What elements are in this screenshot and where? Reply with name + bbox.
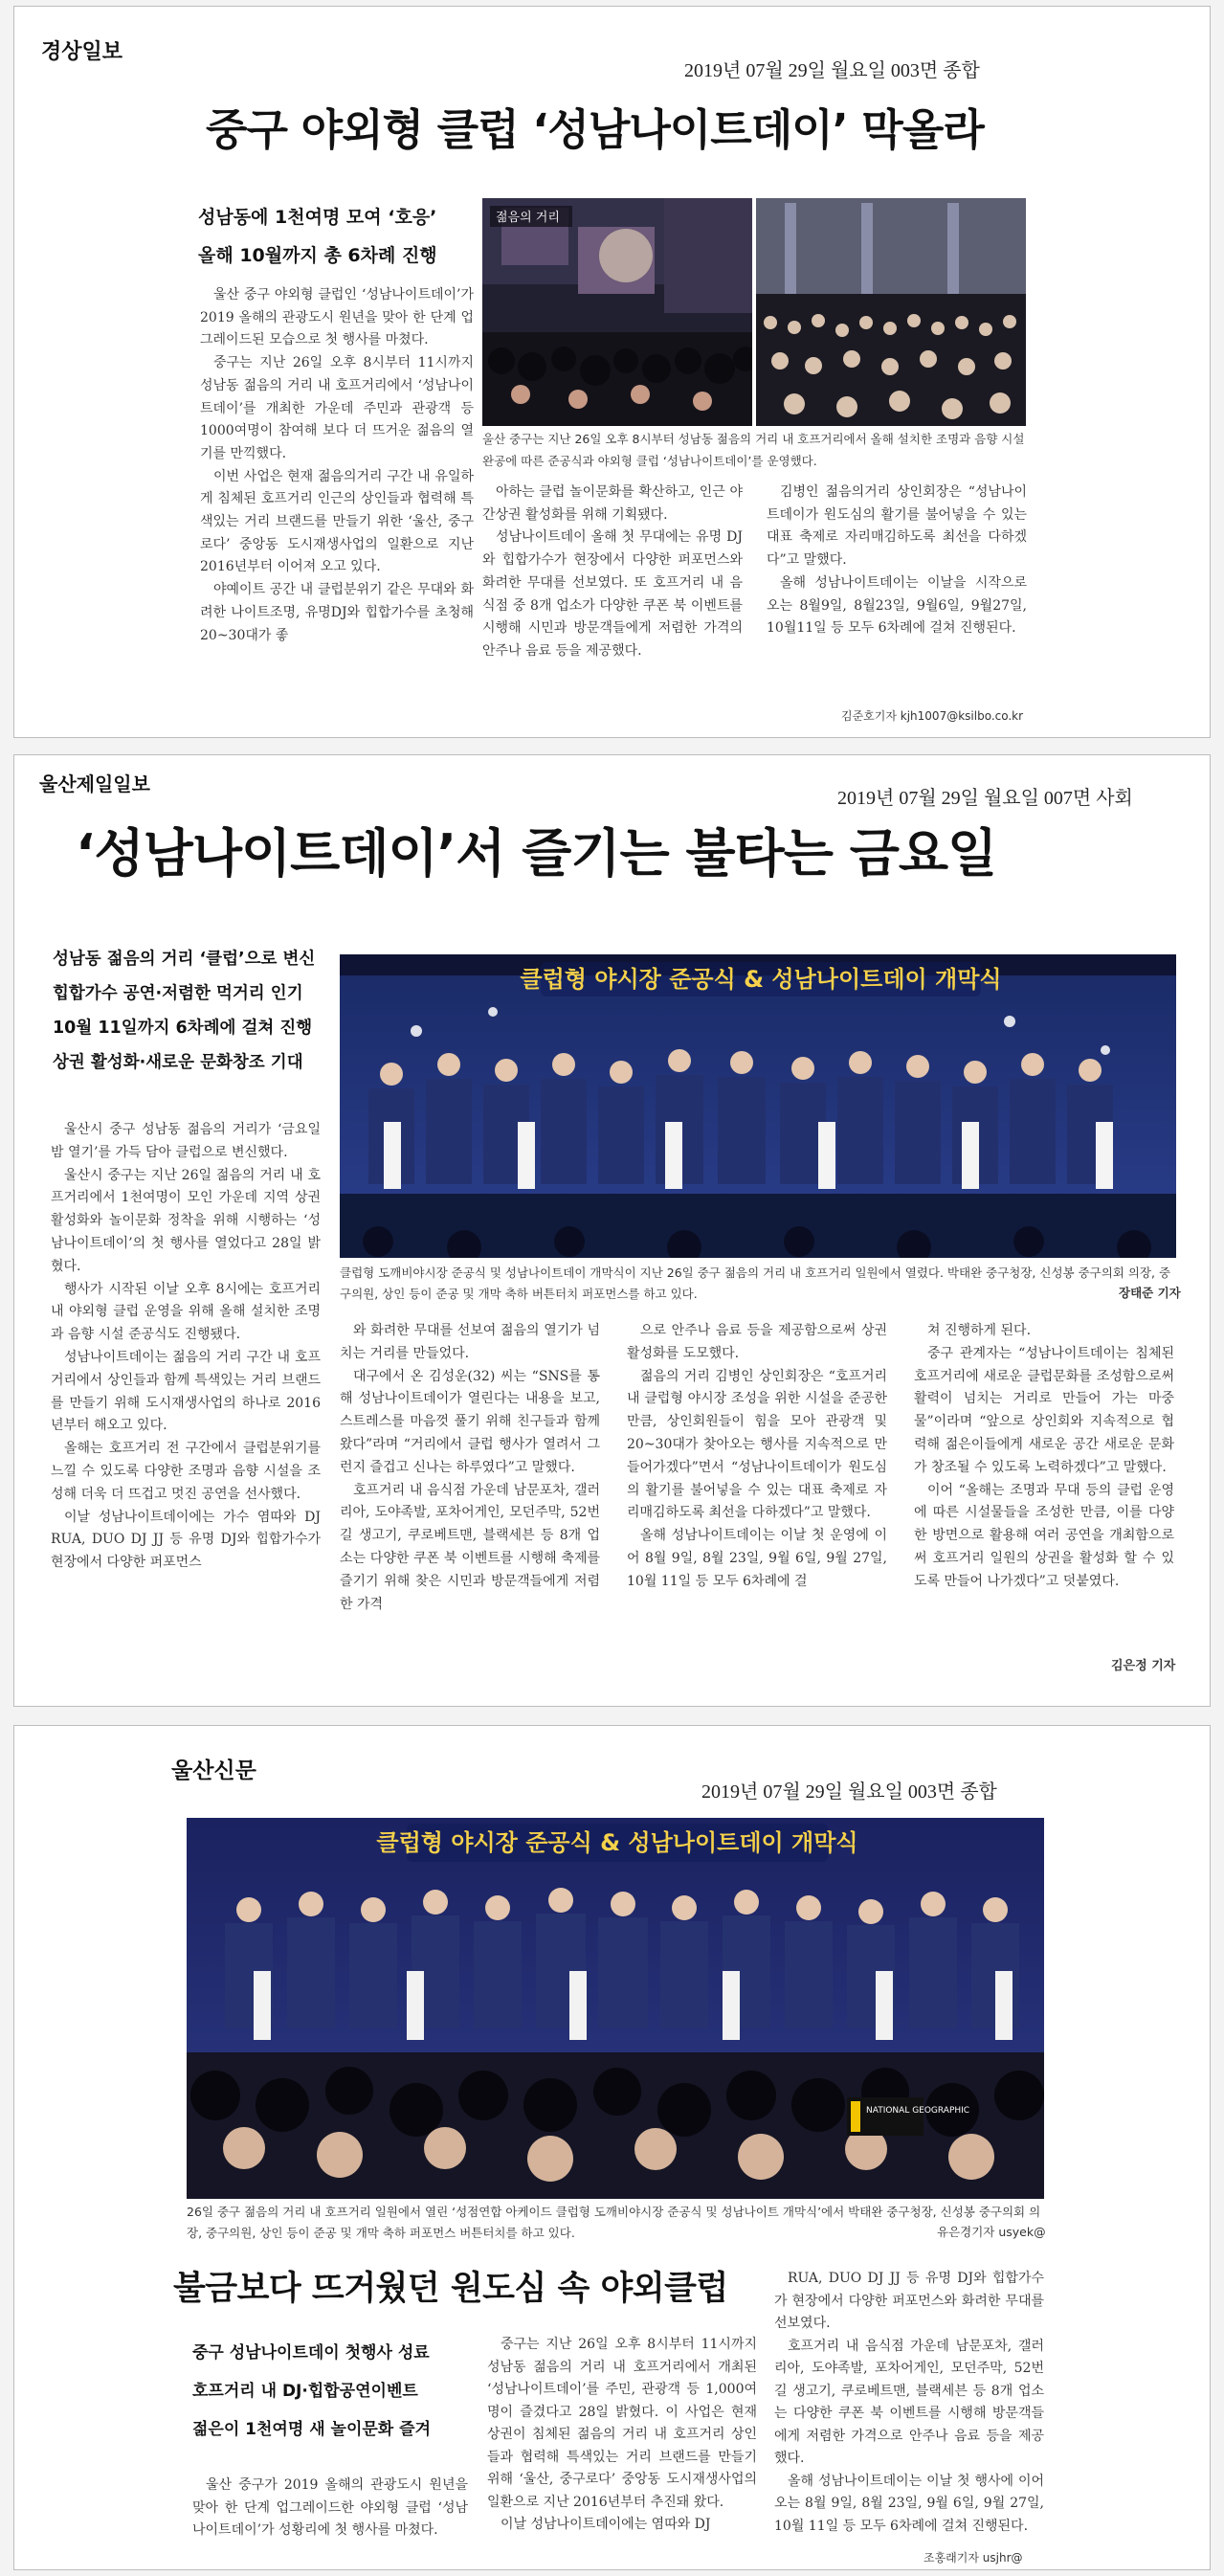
byline: 김준호기자 kjh1007@ksilbo.co.kr [841,709,1024,723]
paragraph: 쳐 진행하게 된다. [927,1323,1032,1338]
paragraph: 올해는 호프거리 전 구간에서 클럽분위기를 느낄 수 있도록 다양한 조명과 음향 시설을 조성해 더욱 더 뜨겁고 멋진 공연을 선사했다. [51,1441,321,1502]
paragraph: 울산시 중구 성남동 젊음의 거리가 ‘금요일밤 열기’를 가득 담아 클럽으로 변신했다. [51,1122,321,1160]
byline: 김은정 기자 [1111,1659,1176,1673]
dateline: 2019년 07월 29일 월요일 007면 사회 [837,788,1133,809]
paragraph: 대구에서 온 김성운(32) 씨는 “SNS를 통해 성남나이트데이가 열린다는 내용을 보고, 스트레스를 마음껏 풀기 위해 친구들과 함께 왔다”라며 “거리에서 클럽 행사가 열려서 그런지 즐겁고 신나는 하루였다”고 말했다. [340,1368,600,1475]
article-column [340,1320,600,1636]
paragraph: 와 화려한 무대를 선보여 젊음의 열기가 넘치는 거리를 만들었다. [340,1323,600,1361]
clipping-ulsan-sinmun [13,1725,1211,2570]
photo-caption: 울산 중구는 지난 26일 오후 8시부터 성남동 젊음의 거리 내 호프거리에서 올해 설치한 조명과 음향 시설 완공에 따른 준공식과 야외형 클럽 ‘성남나이트데이’를 운영했다. [482,432,1025,468]
paragraph: 중구 관계자는 “성남나이트데이는 침체된 호프거리에 새로운 클럽문화를 조성함으로써 활력이 넘치는 거리로 만들어 가는 마중물”이라며 “앞으로 상인회와 지속적으로 협력해 젊은이들에게 새로운 공간 새로운 문화가 창조될 수 있도록 노력하겠다”고 말했다. [914,1345,1174,1475]
paragraph: 젊음의 거리 김병인 상인회장은 “호프거리 내 클럽형 야시장 조성을 위한 시설을 준공한 만큼, 상인회원들이 힘을 모아 관광객 및 20~30대가 찾아오는 행사를 지속적으로 만들어가겠다”면서 “성남나이트데이가 원도심의 활기를 불어넣을 수 있는 대표 축제로 자리매김하도록 최선을 다하겠다”고 말했다. [627,1368,887,1521]
banner-text: 클럽형 야시장 준공식 & 성남나이트데이 개막식 [520,966,1002,993]
dateline: 2019년 07월 29일 월요일 003면 종합 [684,60,980,81]
paragraph: 이날 성남나이트데이에는 가수 염따와 DJ RUA, DUO DJ JJ 등 유명 DJ와 힙합가수가 현장에서 다양한 퍼포먼스 [51,1509,321,1571]
paragraph: 올해 성남나이트데이는 이날 첫 운영에 이어 8월 9일, 8월 23일, 9월 6일, 9월 27일, 10월 11일 등 모두 6차례에 걸 [627,1528,887,1589]
headline: 불금보다 뜨거웠던 원도심 속 야외클럽 [173,2270,728,2308]
paragraph: 행사가 시작된 이날 오후 8시에는 호프거리 내 야외형 클럽 운영을 위해 올해 설치한 조명과 음향 시설 준공식도 진행됐다. [51,1281,321,1343]
photo-credit: 유은경기자 usyek@ [937,2225,1046,2239]
article-column [200,284,474,729]
article-column [627,1320,887,1636]
newspaper-name: 경상일보 [41,40,123,64]
article-column [767,482,1027,690]
paragraph: 이번 사업은 현재 젊음의거리 구간 내 유일하게 침체된 호프거리 인근의 상인들과 협력해 특색있는 거리 브랜드를 만들기 위한 ‘울산, 중구로다’ 중앙동 도시재생사업의 일환으로 지난 2016년부터 이어져 오고 있다. [200,468,474,575]
paragraph: 호프거리 내 음식점 가운데 남문포차, 갤러리아, 도야족발, 포차어게인, 모던주막, 52번길 생고기, 쿠로베트맨, 블랙세븐 등 8개 업소는 다양한 쿠폰 북 이벤트를 시행해 축제를 즐기기 위해 찾은 시민과 방문객들에게 저렴한 가격 [340,1482,600,1612]
subheadline: 힙합가수 공연·저렴한 먹거리 인기 [53,984,303,1003]
paragraph: 으로 안주나 음료 등을 제공함으로써 상권 활성화를 도모했다. [627,1323,887,1361]
article-column [482,482,743,735]
photo-caption: 26일 중구 젊음의 거리 내 호프거리 일원에서 열린 ‘성점연합 아케이드 클럽형 도깨비야시장 준공식 및 성남나이트 개막식’에서 박태완 중구청장, 신성봉 중구의회 의장, 중구의원, 상인 등이 준공 및 개막 축하 퍼포먼스 버튼터치를 하고 있다. [187,2205,1041,2240]
crowd-photo-left [482,198,752,426]
photo-tag-text: NATIONAL GEOGRAPHIC [866,2106,970,2116]
paragraph: 올해 성남나이트데이는 이날 첫 행사에 이어 오는 8월 9일, 8월 23일, 9월 6일, 9월 27일, 10월 11일 등 모두 6차례에 걸쳐 진행된다. [774,2473,1044,2534]
subheadline: 젊은이 1천여명 새 놀이문화 즐겨 [192,2420,431,2439]
paragraph: 성남나이트데이 올해 첫 무대에는 유명 DJ와 힙합가수가 현장에서 다양한 퍼포먼스와 화려한 무대를 선보였다. 또 호프거리 내 음식점 중 8개 업소가 다양한 쿠폰 북 이벤트를 시행해 시민과 방문객들에게 저렴한 가격의 안주나 음료 등을 제공했다. [482,529,743,659]
newspaper-name: 울산신문 [171,1758,256,1783]
photo-credit: 장태준 기자 [1119,1286,1181,1300]
article-column [487,2334,757,2567]
subheadline: 호프거리 내 DJ·힙합공연이벤트 [192,2382,418,2401]
paragraph: 올해 성남나이트데이는 이날을 시작으로 오는 8월9일, 8월23일, 9월6일, 9월27일, 10월11일 등 모두 6차례에 걸쳐 진행된다. [767,574,1027,637]
byline: 조홍래기자 usjhr@ [924,2551,1023,2565]
subheadline: 성남동에 1천여명 모여 ‘호응’ [198,207,437,228]
article-column [51,1119,321,1636]
newspaper-name: 울산제일일보 [39,773,150,795]
clipping-ulsan-jeil-ilbo [13,754,1211,1707]
paragraph: 울산 중구 야외형 클럽인 ‘성남나이트데이’가 2019 올해의 관광도시 원년을 맞아 한 단계 업그레이드된 모습으로 첫 행사를 마쳤다. [200,287,474,348]
clipping-gyeongsang-ilbo [13,6,1211,738]
subheadline: 10월 11일까지 6차례에 걸쳐 진행 [53,1019,313,1038]
banner-text: 클럽형 야시장 준공식 & 성남나이트데이 개막식 [376,1829,858,1856]
subheadline: 성남동 젊음의 거리 ‘클럽’으로 변신 [53,950,316,969]
paragraph: 야예이트 공간 내 클럽분위기 같은 무대와 화려한 나이트조명, 유명DJ와 힙합가수를 초청해 20~30대가 좋 [200,582,474,643]
subheadline: 중구 성남나이트데이 첫행사 성료 [192,2343,430,2363]
article-column [192,2475,468,2566]
subheadline: 상권 활성화·새로운 문화창조 기대 [53,1053,303,1072]
subheadline: 올해 10월까지 총 6차례 진행 [198,245,437,266]
paragraph: 울산시 중구는 지난 26일 젊음의 거리 내 호프거리에서 1천여명이 모인 가운데 지역 상권 활성화와 놀이문화 정착을 위해 시행하는 ‘성남나이트데이’의 첫 행사를 열었다고 28일 밝혔다. [51,1167,321,1274]
ceremony-photo [340,954,1176,1258]
paragraph: 울산 중구가 2019 올해의 관광도시 원년을 맞아 한 단계 업그레이드한 야외형 클럽 ‘성남나이트데이’가 성황리에 첫 행사를 마쳤다. [192,2477,468,2538]
article-column [914,1320,1174,1636]
photo-caption: 클럽형 도깨비야시장 준공식 및 성남나이트데이 개막식이 지난 26일 중구 젊음의 거리 내 호프거리 일원에서 열렸다. 박태완 중구청장, 신성봉 중구의회 의장, 중구의원, 상인 등이 준공 및 개막 축하 버튼터치 퍼포먼스를 하고 있다. [340,1266,1171,1301]
headline: 중구 야외형 클럽 ‘성남나이트데이’ 막올라 [206,104,984,155]
subheadline-list [192,2334,431,2449]
crowd-photo-right [756,198,1026,426]
photo-sign-text: 젊음의 거리 [496,211,560,225]
paragraph: 호프거리 내 음식점 가운데 남문포차, 갤러리아, 도야족발, 포차어게인, 모던주막, 52번길 생고기, 쿠로베트맨, 블랙세븐 등 8개 업소는 다양한 쿠폰 북 이벤트를 시행해 방문객들에게 저렴한 가격으로 안주나 음료 등을 제공했다. [774,2338,1044,2466]
paragraph: 아하는 클럽 놀이문화를 확산하고, 인근 야간상권 활성화를 위해 기획됐다. [482,484,743,523]
headline: ‘성남나이트데이’서 즐기는 불타는 금요일 [76,823,997,884]
ceremony-photo [187,1818,1044,2199]
paragraph: 중구는 지난 26일 오후 8시부터 11시까지 성남동 젊음의 거리 내 호프거리에서 ‘성남나이트데이’를 개최한 가운데 주민과 관광객 등 1000여명이 참여해 보다 더 뜨거운 젊음의 열기를 만끽했다. [200,355,474,461]
subheadline-list [198,198,437,275]
paragraph: 중구는 지난 26일 오후 8시부터 11시까지 성남동 젊음의 거리 내 호프거리에서 개최된 ‘성남나이트데이’를 주민, 관광객 등 1,000여 명이 즐겼다고 28일 밝혔다. 이 사업은 현재 상권이 침체된 젊음의 거리 내 호프거리 상인들과 협력해 특색있는 거리 브랜드를 만들기 위해 ‘울산, 중구로다’ 중앙동 도시재생사업의 일환으로 지난 2016년부터 추진돼 왔다. [487,2337,757,2510]
paragraph: 성남나이트데이는 젊음의 거리 구간 내 호프거리에서 상인들과 함께 특색있는 거리 브랜드를 만들기 위해 도시재생사업의 하나로 2016년부터 해오고 있다. [51,1349,321,1434]
dateline: 2019년 07월 29일 월요일 003면 종합 [701,1781,997,1803]
paragraph: RUA, DUO DJ JJ 등 유명 DJ와 힙합가수가 현장에서 다양한 퍼포먼스와 화려한 무대를 선보였다. [774,2271,1044,2331]
subheadline-list [53,942,315,1080]
paragraph: 김병인 젊음의거리 상인회장은 “성남나이트데이가 원도심의 활기를 불어넣을 수 있는 대표 축제로 자리매김하도록 최선을 다하겠다”고 말했다. [767,484,1027,569]
paragraph: 이어 “올해는 조명과 무대 등의 클럽 운영에 따른 시설물들을 조성한 만큼, 이를 다양한 방면으로 활용해 여러 공연을 개최함으로써 호프거리 일원의 상권을 활성화 할 수 있도록 만들어 나가겠다”고 덧붙였다. [914,1482,1174,1589]
paragraph: 이날 성남나이트데이에는 염따와 DJ [501,2517,711,2532]
article-column [774,2268,1044,2545]
